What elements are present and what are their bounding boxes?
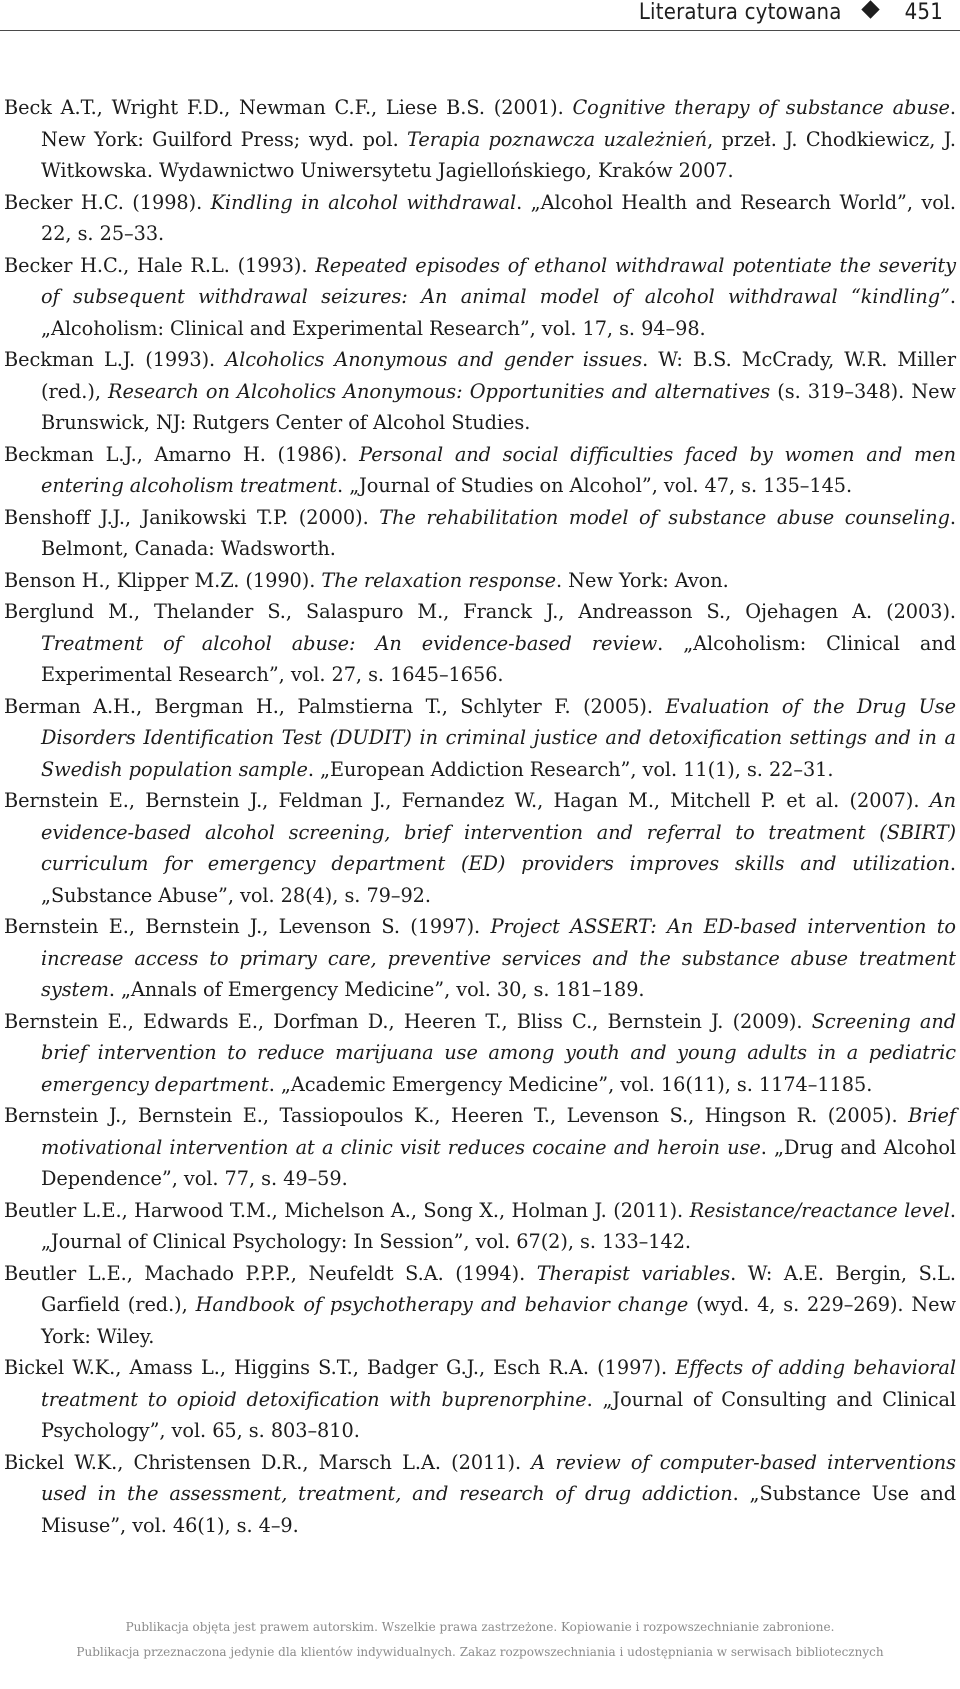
reference-text: . „Substance Abuse”, vol. 28(4), s. 79–92. bbox=[41, 852, 956, 907]
reference-text: . „Annals of Emergency Medicine”, vol. 30, s. 181–189. bbox=[108, 978, 645, 1001]
reference-text: . W: B.S. McCrady, W.R. Miller (red.), bbox=[41, 348, 956, 403]
reference-title: The relaxation response bbox=[321, 568, 556, 592]
header-text bbox=[639, 0, 943, 25]
reference-title: Evaluation of the Drug Use Disorders Identification Test (DUDIT) in criminal justice and detoxification settings and in a Swedish population sample bbox=[41, 694, 957, 781]
reference-text: Bernstein E., Edwards E., Dorfman D., Heeren T., Bliss C., Bernstein J. (2009). bbox=[4, 1009, 812, 1033]
running-header bbox=[0, 0, 960, 31]
reference-title: The rehabilitation model of substance abuse counseling bbox=[379, 505, 950, 529]
reference-entry bbox=[4, 565, 956, 597]
reference-text: . „Academic Emergency Medicine”, vol. 16(11), s. 1174–1185. bbox=[268, 1072, 873, 1096]
reference-title: Therapist variables bbox=[536, 1261, 731, 1285]
reference-text: Bickel W.K., Amass L., Higgins S.T., Badger G.J., Esch R.A. (1997). bbox=[4, 1356, 676, 1379]
reference-title: Effects of adding behavioral treatment to opioid detoxification with buprenorphine bbox=[41, 1356, 956, 1411]
reference-title: Alcoholics Anonymous and gender issues bbox=[225, 348, 643, 371]
reference-text: Beutler L.E., Harwood T.M., Michelson A., Song X., Holman J. (2011). bbox=[4, 1198, 690, 1222]
reference-title: Resistance/reactance level bbox=[689, 1198, 950, 1222]
reference-entry bbox=[4, 1100, 956, 1195]
distribution-notice: Publikacja przeznaczona jedynie dla klientów indywidualnych. Zakaz rozpowszechniania i udostępniania w serwisach bibliotecznych bbox=[76, 1645, 884, 1659]
reference-text: . New York: Guilford Press; wyd. pol. bbox=[41, 96, 956, 151]
reference-text: . „Alcoholism: Clinical and Experimental Research”, vol. 17, s. 94–98. bbox=[41, 285, 956, 340]
reference-text: Becker H.C. (1998). bbox=[4, 190, 211, 214]
reference-text: , przeł. J. Chodkiewicz, J. Witkowska. Wydawnictwo Uniwersytetu Jagiellońskiego, Kraków 2007. bbox=[41, 127, 956, 182]
reference-entry bbox=[4, 250, 956, 345]
reference-entry bbox=[4, 1006, 956, 1101]
reference-entry bbox=[4, 439, 956, 502]
reference-title: Personal and social difficulties faced by women and men entering alcoholism treatment bbox=[41, 442, 956, 497]
reference-title: Cognitive therapy of substance abuse bbox=[572, 96, 950, 119]
reference-entry bbox=[4, 911, 956, 1006]
reference-title: Handbook of psychotherapy and behavior change bbox=[195, 1293, 689, 1316]
reference-text: . „Alcohol Health and Research World”, vol. 22, s. 25–33. bbox=[41, 190, 956, 245]
reference-entry bbox=[4, 1195, 956, 1258]
page-number: 451 bbox=[904, 0, 943, 25]
reference-title: Repeated episodes of ethanol withdrawal potentiate the severity of subsequent withdrawal seizures: An animal model of alcohol withdrawal “kindling” bbox=[41, 253, 956, 308]
reference-text: Beckman L.J., Amarno H. (1986). bbox=[4, 442, 360, 466]
reference-text: Bernstein J., Bernstein E., Tassiopoulos K., Heeren T., Levenson S., Hingson R. (2005). bbox=[4, 1104, 909, 1127]
reference-title: Research on Alcoholics Anonymous: Opportunities and alternatives bbox=[108, 379, 771, 403]
reference-text: . „Journal of Clinical Psychology: In Session”, vol. 67(2), s. 133–142. bbox=[41, 1198, 956, 1253]
reference-entry bbox=[4, 785, 956, 911]
reference-entry bbox=[4, 691, 956, 786]
reference-title: Screening and brief intervention to reduce marijuana use among youth and young adults in a pediatric emergency department bbox=[41, 1009, 956, 1096]
reference-text: . Belmont, Canada: Wadsworth. bbox=[41, 505, 956, 560]
reference-title: Treatment of alcohol abuse: An evidence-based review bbox=[41, 631, 658, 655]
reference-entry bbox=[4, 1447, 956, 1542]
reference-title: A review of computer-based interventions used in the assessment, treatment, and research of drug addiction bbox=[41, 1450, 956, 1505]
reference-text: (s. 319–348). New Brunswick, NJ: Rutgers Center of Alcohol Studies. bbox=[41, 379, 956, 434]
reference-text: Beck A.T., Wright F.D., Newman C.F., Liese B.S. (2001). bbox=[4, 96, 573, 119]
reference-text: Berman A.H., Bergman H., Palmstierna T., Schlyter F. (2005). bbox=[4, 694, 666, 718]
reference-title: Kindling in alcohol withdrawal bbox=[210, 190, 517, 214]
reference-text: . „Drug and Alcohol Dependence”, vol. 77, s. 49–59. bbox=[41, 1135, 956, 1190]
reference-entry bbox=[4, 502, 956, 565]
reference-text: Bernstein E., Bernstein J., Levenson S. (1997). bbox=[4, 915, 491, 938]
reference-text: . „European Addiction Research”, vol. 11(1), s. 22–31. bbox=[307, 757, 834, 781]
reference-title: An evidence-based alcohol screening, brief intervention and referral to treatment (SBIRT) curriculum for emergency department (ED) providers improves skills and utilization bbox=[41, 789, 956, 875]
reference-entry bbox=[4, 1352, 956, 1447]
reference-text: Benshoff J.J., Janikowski T.P. (2000). bbox=[4, 505, 380, 529]
reference-entry bbox=[4, 1258, 956, 1353]
reference-entry bbox=[4, 596, 956, 691]
reference-text: Bernstein E., Bernstein J., Feldman J., Fernandez W., Hagan M., Mitchell P. et al. (2007). bbox=[4, 789, 930, 812]
reference-entry bbox=[4, 344, 956, 439]
reference-text: . „Journal of Consulting and Clinical Psychology”, vol. 65, s. 803–810. bbox=[41, 1387, 957, 1442]
reference-title: Brief motivational intervention at a clinic visit reduces cocaine and heroin use bbox=[41, 1104, 956, 1159]
diamond-icon bbox=[861, 0, 879, 18]
reference-entry bbox=[4, 92, 956, 187]
reference-text: . New York: Avon. bbox=[555, 568, 729, 592]
reference-text: (wyd. 4, s. 229–269). New York: Wiley. bbox=[41, 1293, 956, 1348]
reference-text: . „Substance Use and Misuse”, vol. 46(1), s. 4–9. bbox=[41, 1482, 956, 1537]
reference-entry bbox=[4, 187, 956, 250]
reference-title: Project ASSERT: An ED-based intervention to increase access to primary care, preventive services and the substance abuse treatment system bbox=[41, 915, 956, 1001]
reference-text: Berglund M., Thelander S., Salaspuro M., Franck J., Andreasson S., Ojehagen A. (2003). bbox=[4, 600, 956, 623]
copyright-notice: Publikacja objęta jest prawem autorskim. Wszelkie prawa zastrzeżone. Kopiowanie i rozpowszechnianie zabronione. bbox=[125, 1620, 835, 1634]
reference-text: Benson H., Klipper M.Z. (1990). bbox=[4, 568, 322, 592]
reference-title: Terapia poznawcza uzależnień bbox=[407, 127, 708, 151]
reference-text: Becker H.C., Hale R.L. (1993). bbox=[4, 253, 316, 277]
reference-text: . „Alcoholism: Clinical and Experimental Research”, vol. 27, s. 1645–1656. bbox=[41, 631, 956, 686]
reference-text: Bickel W.K., Christensen D.R., Marsch L.A. (2011). bbox=[4, 1450, 532, 1474]
header-rule bbox=[0, 30, 960, 31]
header-title: Literatura cytowana bbox=[638, 0, 842, 25]
reference-list bbox=[4, 92, 960, 1541]
reference-text: . „Journal of Studies on Alcohol”, vol. 47, s. 135–145. bbox=[337, 474, 853, 497]
reference-text: Beckman L.J. (1993). bbox=[4, 348, 226, 371]
reference-text: Beutler L.E., Machado P.P.P., Neufeldt S.A. (1994). bbox=[4, 1261, 537, 1285]
reference-text: . W: A.E. Bergin, S.L. Garfield (red.), bbox=[41, 1261, 956, 1316]
